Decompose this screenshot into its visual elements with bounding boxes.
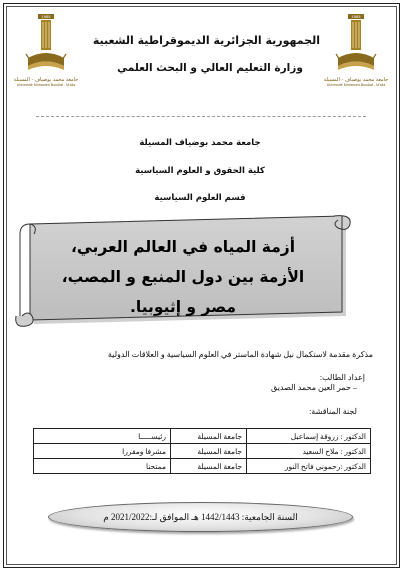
table-row	[34, 444, 371, 459]
committee-label: لجنة المناقشة:	[309, 407, 357, 416]
member-role: ممتحنا	[34, 459, 171, 474]
table-row	[34, 459, 371, 474]
memo-title: أزمة المياه في العالم العربي، الأزمة بين دول المنبع و المصب، مصر و إثيوبيا.	[61, 238, 305, 316]
member-role: مشرفا ومقررا	[34, 444, 171, 459]
member-name: الدكتور : ملاح السعيد	[247, 444, 371, 459]
prepared-by-label: إعداد الطالب:	[319, 373, 365, 382]
table-row	[34, 429, 371, 444]
country-name: الجمهورية الجزائرية الديموقراطية الشعبية	[92, 34, 320, 47]
memo-intro: مذكرة مقدمة لاستكمال نيل شهادة الماستر في العلوم السياسية و العلاقات الدولية	[107, 350, 373, 359]
student-name: – حمر العين محمد الصديق	[271, 383, 357, 392]
logo-year: 1985	[41, 14, 51, 20]
academic-year: السنة الجامعية: 1442/1443 هـ الموافق لـ:2021/2022 م	[103, 511, 298, 522]
committee-table	[33, 428, 371, 474]
title-scroll-banner	[12, 212, 354, 330]
member-university: جامعة المسيلة	[171, 444, 247, 459]
member-name: الدكتور : زروقة إسماعيل	[247, 429, 371, 444]
university-book-crest-icon	[24, 14, 68, 76]
member-role: رئيســـــا	[34, 429, 171, 444]
logo-caption-ar: جامعة محمد بوضياف - المسيلة	[13, 77, 79, 83]
university-name: جامعة محمد بوضياف المسيلة	[139, 138, 261, 148]
member-university: جامعة المسيلة	[171, 459, 247, 474]
faculty-name: كلية الحقوق و العلوم السياسية	[135, 166, 265, 176]
ministry-name: وزارة التعليم العالي و البحث العلمي	[117, 62, 303, 74]
department-name: قسم العلوم السياسية	[154, 193, 246, 203]
university-book-crest-icon	[334, 14, 378, 76]
logo-caption-en: Université Mohamed Boudiaf - M'sila	[16, 83, 76, 87]
university-logo-right	[323, 14, 389, 98]
logo-year: 1985	[351, 14, 361, 20]
member-university: جامعة المسيلة	[171, 429, 247, 444]
header-divider	[36, 116, 366, 117]
member-name: الدكتور :رحموني فاتح النور	[247, 459, 371, 474]
logo-caption-ar: جامعة محمد بوضياف - المسيلة	[323, 77, 389, 83]
academic-year-oval	[48, 502, 353, 532]
university-logo-left	[13, 14, 79, 98]
logo-caption-en: Université Mohamed Boudiaf - M'sila	[326, 83, 386, 87]
